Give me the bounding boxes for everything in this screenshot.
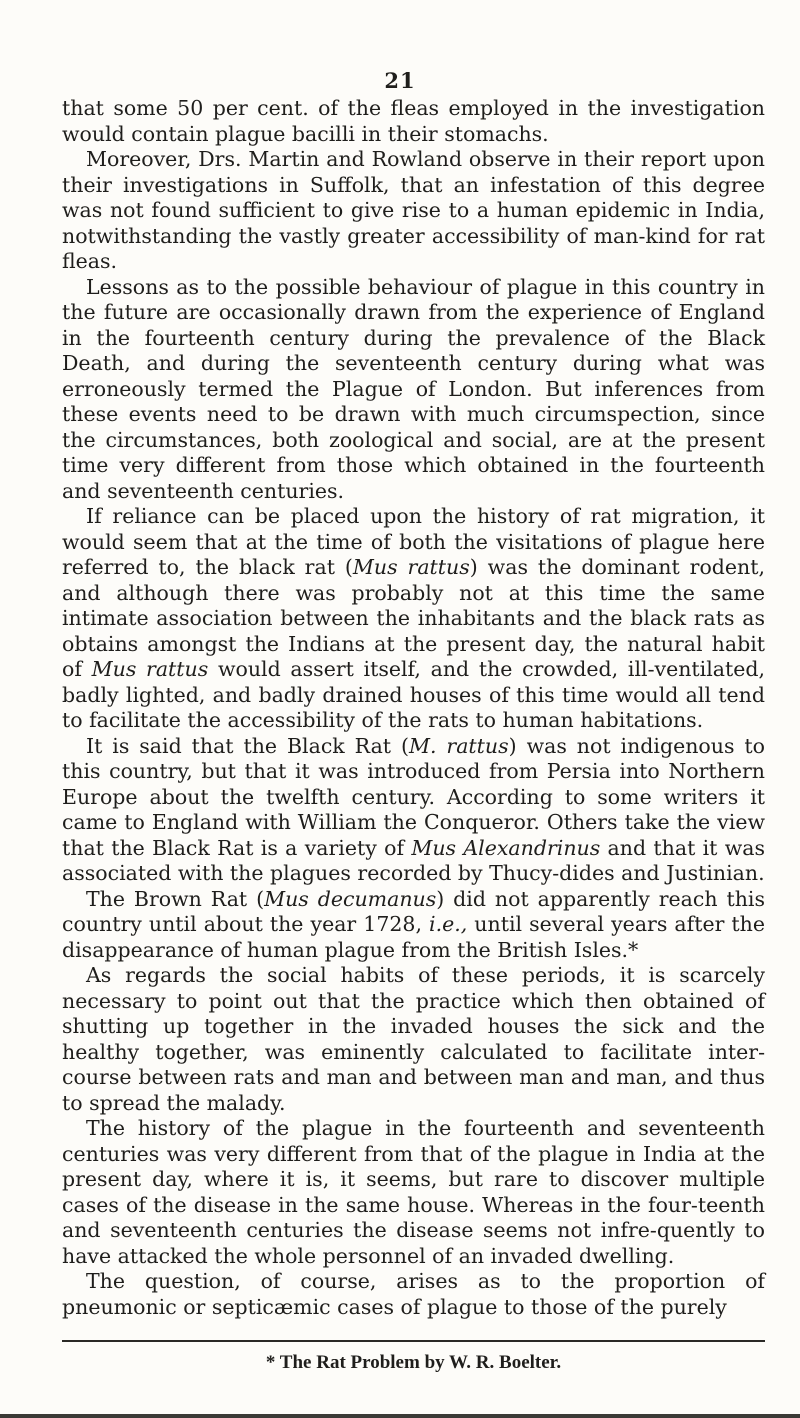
page-number: 21 (384, 68, 416, 93)
footnote: * The Rat Problem by W. R. Boelter. (265, 1352, 562, 1373)
italic-text: M. rattus (408, 733, 509, 758)
paragraph-text: The history of the plague in the fourteenth and seventeenth centuries was very different from that of the plague in India at the present day, where it is, it seems, but rare to discover multiple cases of the disease in the same house. Whereas in the four-teenth and seventeenth centuries the disease seems not infre-quently to have attacked the whole personnel of an invaded dwelling. (62, 1116, 765, 1268)
paragraph (62, 887, 765, 964)
paragraph-text: ) was not indigenous to this country, but that it was introduced from Persia into Northern Europe about the twelfth century. According to some writers it came to England with William the Conqueror. Others take the view that the Black Rat is a variety of (62, 733, 765, 860)
paragraph (62, 734, 765, 887)
paragraph-text: If reliance can be placed upon the history of rat migration, it would seem that at the time of both the visitations of plague here referred to, the black rat ( (62, 504, 765, 579)
body-text (62, 96, 765, 1320)
footnote-divider (62, 1340, 765, 1342)
paragraph (62, 504, 765, 734)
paragraph-text: until several years after the disappearance of human plague from the British Isles.* (62, 912, 766, 962)
paragraph (62, 963, 765, 1116)
paragraph-text: Lessons as to the possible behaviour of plague in this country in the future are occasionally drawn from the experience of England in the fourteenth century during the prevalence of the Black Death, and during the seventeenth century during what was erroneously termed the Plague of London. But inferences from these events need to be drawn with much circumspection, since the circumstances, both zoological and social, are at the present time very different from those which obtained in the fourteenth and seventeenth centuries. (62, 274, 765, 503)
paragraph-text: It is said that the Black Rat ( (86, 733, 409, 758)
italic-text: Mus rattus (352, 555, 470, 579)
paragraph-text: As regards the social habits of these periods, it is scarcely necessary to point out that the practice which then obtained of shutting up together in the invaded houses the sick and the healthy together, was eminently calculated to facilitate inter-course between rats and man and between man and man, and thus to spread the malady. (62, 963, 765, 1115)
paragraph-text: The question, of course, arises as to the proportion of pneumonic or septicæmic cases of plague to those of the purely (62, 1269, 765, 1319)
paragraph-text: ) did not apparently reach this country until about the year 1728, (62, 886, 765, 936)
paragraph-text: that some 50 per cent. of the fleas employed in the investigation would contain plague bacilli in their stomachs. (62, 96, 765, 146)
paragraph (62, 96, 765, 147)
paragraph-text: ) was the dominant rodent, and although there was probably not at this time the same intimate association between the inhabitants and the black rats as obtains amongst the Indians at the present day, the natural habit of (62, 555, 765, 681)
paragraph-text: The Brown Rat ( (86, 886, 265, 911)
paragraph-text: and that it was associated with the plagues recorded by Thucy-dides and Justinian. (62, 835, 765, 885)
paragraph (62, 275, 765, 505)
italic-text: Mus Alexandrinus (411, 835, 601, 860)
page-bottom-edge (0, 1414, 800, 1418)
italic-text: i.e., (429, 912, 468, 936)
paragraph (62, 1116, 765, 1269)
paragraph (62, 147, 765, 275)
paragraph (62, 1269, 765, 1320)
italic-text: Mus decumanus (264, 886, 437, 911)
paragraph-text: would assert itself, and the crowded, ill-ventilated, badly lighted, and badly drained houses of this time would all tend to facilitate the accessibility of the rats to human habitations. (62, 657, 765, 732)
italic-text: Mus rattus (91, 657, 209, 681)
paragraph-text: Moreover, Drs. Martin and Rowland observe in their report upon their investigations in Suffolk, that an infestation of this degree was not found sufficient to give rise to a human epidemic in India, notwithstanding the vastly greater accessibility of man-kind for rat fleas. (62, 147, 765, 273)
